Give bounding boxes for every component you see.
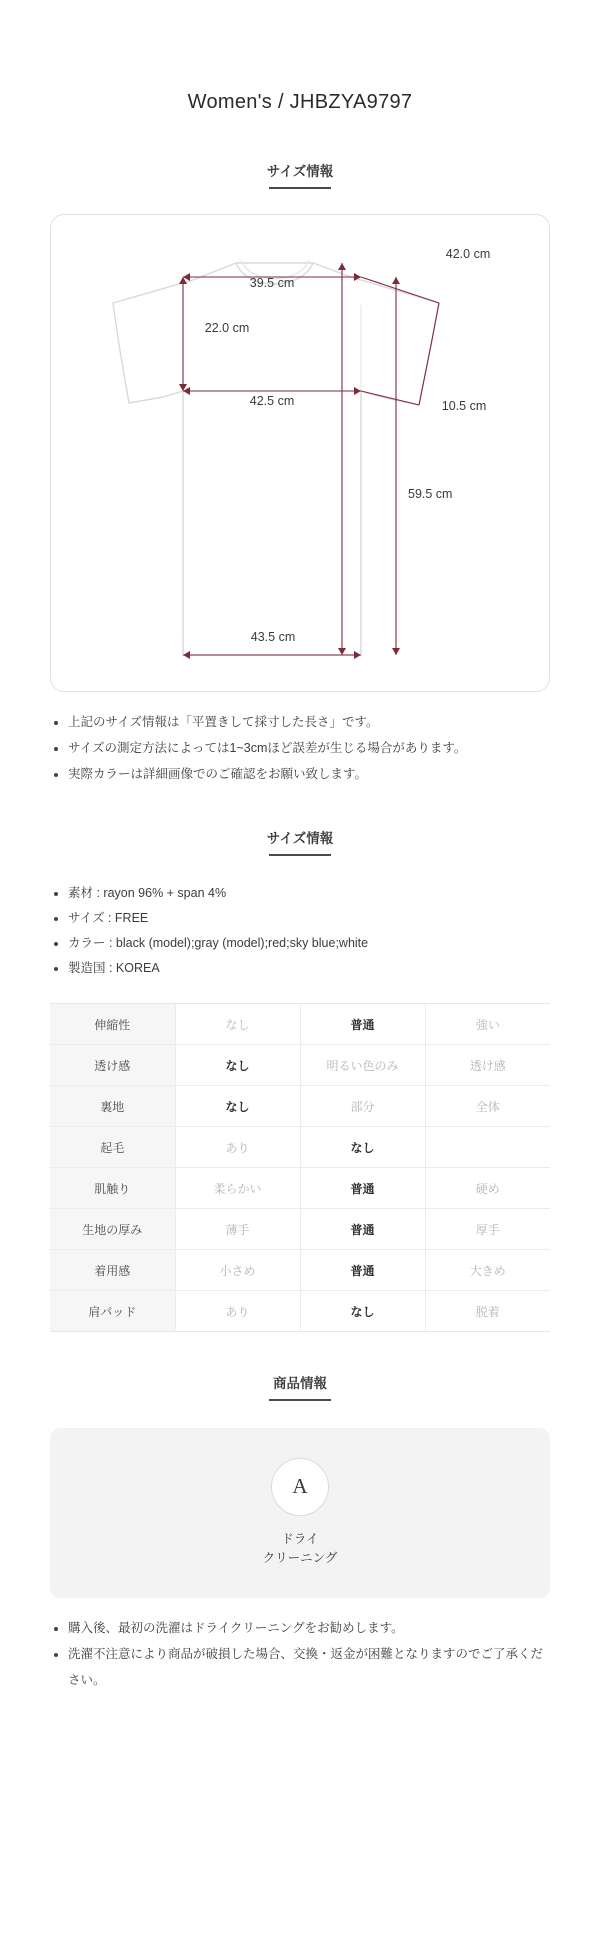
row-label: 裏地 xyxy=(50,1086,175,1127)
heading-underline xyxy=(269,187,331,189)
label-armhole: 22.0 cm xyxy=(204,321,250,336)
row-option: 大きめ xyxy=(425,1250,550,1291)
row-option: 厚手 xyxy=(425,1209,550,1250)
table-row xyxy=(50,1168,550,1209)
row-option: あり xyxy=(175,1291,300,1332)
list-item: カラー : black (model);gray (model);red;sky blue;white xyxy=(50,931,550,956)
section-heading-product-info xyxy=(50,1372,550,1408)
care-label xyxy=(263,1530,338,1569)
table-row xyxy=(50,1250,550,1291)
row-label: 起毛 xyxy=(50,1127,175,1168)
list-item: サイズ : FREE xyxy=(50,906,550,931)
table-row xyxy=(50,1086,550,1127)
row-option: 脱着 xyxy=(475,1304,500,1319)
list-item: サイズの測定方法によっては1~3cmほど誤差が生じる場合があります。 xyxy=(50,736,550,762)
row-label: 透け感 xyxy=(50,1045,175,1086)
fabric-property-table-body xyxy=(50,1004,550,1332)
row-option: 透け感 xyxy=(425,1045,550,1086)
row-option: 小さめ xyxy=(175,1250,300,1291)
label-hem: 43.5 cm xyxy=(250,630,296,645)
care-notes-list xyxy=(50,1616,550,1693)
row-option: あり xyxy=(175,1127,300,1168)
section-heading-product-info-label: 商品情報 xyxy=(273,1376,327,1392)
label-chest: 42.5 cm xyxy=(249,394,295,409)
care-instruction-card xyxy=(50,1428,550,1598)
fabric-property-table xyxy=(50,1003,550,1332)
row-option: 強い xyxy=(425,1004,550,1045)
table-row xyxy=(50,1004,550,1045)
row-option: 普通 xyxy=(300,1004,425,1045)
table-row xyxy=(50,1045,550,1086)
row-option: 部分 xyxy=(300,1086,425,1127)
tshirt-size-diagram xyxy=(51,215,550,692)
row-option: 薄手 xyxy=(175,1209,300,1250)
section-heading-size-info xyxy=(50,160,550,196)
section-heading-size-info-label: サイズ情報 xyxy=(266,164,334,180)
row-option xyxy=(425,1127,550,1168)
size-diagram-card xyxy=(50,214,550,692)
row-option: なし xyxy=(300,1291,425,1332)
table-row xyxy=(50,1209,550,1250)
section-heading-size-details-label: サイズ情報 xyxy=(266,831,334,847)
product-detail-page xyxy=(0,13,600,1733)
row-option: 明るい色のみ xyxy=(300,1045,425,1086)
list-item: 実際カラーは詳細画像でのご確認をお願い致します。 xyxy=(50,762,550,788)
row-option: 全体 xyxy=(425,1086,550,1127)
row-option: 普通 xyxy=(300,1250,425,1291)
garment-outline xyxy=(113,260,439,655)
list-item: 購入後、最初の洗濯はドライクリーニングをお勧めします。 xyxy=(50,1616,550,1642)
product-details-list xyxy=(50,881,550,981)
heading-underline xyxy=(269,854,331,856)
row-label: 着用感 xyxy=(50,1250,175,1291)
row-label: 伸縮性 xyxy=(50,1004,175,1045)
row-label: 生地の厚み xyxy=(50,1209,175,1250)
row-option: 硬め xyxy=(425,1168,550,1209)
size-notes-list xyxy=(50,710,550,787)
bottom-spacer xyxy=(50,1693,550,1733)
care-label-line2: クリーニング xyxy=(262,1551,338,1566)
list-item: 上記のサイズ情報は「平置きして採寸した長さ」です。 xyxy=(50,710,550,736)
dry-clean-symbol: A xyxy=(292,1474,308,1499)
row-option: 普通 xyxy=(300,1209,425,1250)
row-option: なし xyxy=(175,1004,300,1045)
list-item: 素材 : rayon 96% + span 4% xyxy=(50,881,550,906)
row-option: なし xyxy=(175,1045,300,1086)
list-item: 製造国 : KOREA xyxy=(50,956,550,981)
table-row xyxy=(50,1127,550,1168)
row-label: 肌触り xyxy=(50,1168,175,1209)
care-label-line1: ドライ xyxy=(281,1531,319,1546)
label-shoulder: 39.5 cm xyxy=(249,276,295,291)
label-sleeve-opening: 10.5 cm xyxy=(441,399,487,414)
heading-underline xyxy=(269,1399,331,1401)
row-label: 肩パッド xyxy=(50,1291,175,1332)
row-option: 柔らかい xyxy=(175,1168,300,1209)
list-item: 洗濯不注意により商品が破損した場合、交換・返金が困難となりますのでご了承ください。 xyxy=(50,1642,550,1693)
page-title: Women's / JHBZYA9797 xyxy=(187,91,413,114)
dry-clean-icon xyxy=(271,1458,329,1516)
row-option: なし xyxy=(175,1086,300,1127)
row-option: なし xyxy=(300,1127,425,1168)
label-total-length: 59.5 cm xyxy=(408,487,453,502)
row-option: 普通 xyxy=(300,1168,425,1209)
section-heading-size-details xyxy=(50,827,550,863)
label-sleeve-length: 42.0 cm xyxy=(445,247,491,262)
table-row xyxy=(50,1291,550,1332)
